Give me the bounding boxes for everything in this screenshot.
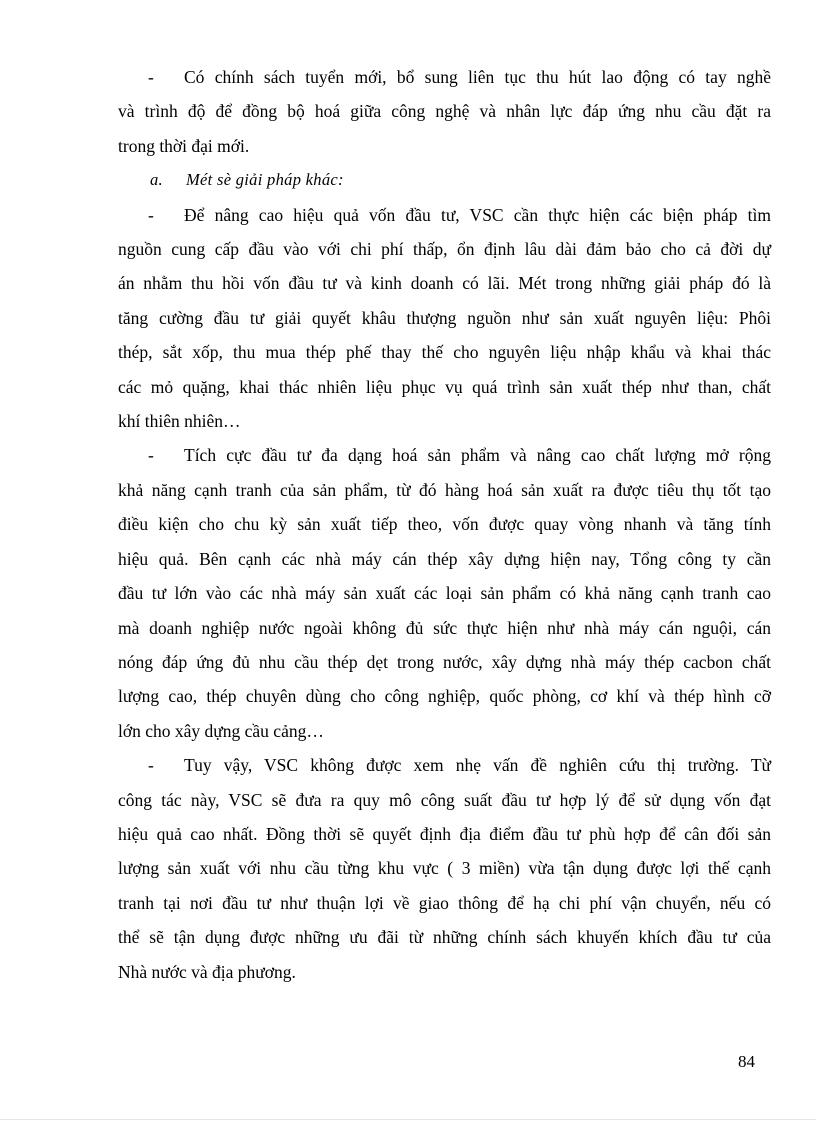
page-number: 84	[738, 1052, 755, 1071]
paragraph-line: và trình độ để đồng bộ hoá giữa công nghệ và nhân lực đáp ứng nhu cầu đặt ra	[118, 101, 771, 122]
bullet-paragraph-market-research	[118, 748, 771, 989]
paragraph-line: - Tuy vậy, VSC không được xem nhẹ vấn đề nghiên cứu thị trường. Từ	[118, 748, 771, 782]
paragraph-line: lượng sản xuất với nhu cầu từng khu vực ( 3 miền) vừa tận dụng được lợi thế cạnh	[118, 858, 771, 879]
heading-title: Mét sè giải pháp khác:	[186, 170, 344, 190]
paragraph-line: hiệu quả. Bên cạnh các nhà máy cán thép xây dựng hiện nay, Tổng công ty cần	[118, 548, 771, 569]
document-page	[118, 60, 771, 989]
bullet-dash: -	[148, 755, 154, 776]
paragraph-line: - Để nâng cao hiệu quả vốn đầu tư, VSC cần thực hiện các biện pháp tìm	[118, 198, 771, 232]
paragraph-line: đầu tư lớn vào các nhà máy sản xuất các loại sản phẩm có khả năng cạnh tranh cao	[118, 583, 771, 604]
paragraph-line: công tác này, VSC sẽ đưa ra quy mô công suất đầu tư hợp lý để sử dụng vốn đạt	[118, 789, 771, 810]
paragraph-line: khả năng cạnh tranh của sản phẩm, từ đó hàng hoá sản xuất ra được tiêu thụ tốt tạo	[118, 479, 771, 500]
paragraph-line: tranh tại nơi đầu tư như thuận lợi về giao thông để hạ chi phí vận chuyển, nếu có	[118, 892, 771, 913]
heading-letter: a.	[150, 170, 163, 190]
bullet-paragraph-workforce	[118, 60, 771, 163]
bullet-paragraph-capital-efficiency	[118, 198, 771, 439]
section-heading	[118, 163, 771, 197]
paragraph-line: - Có chính sách tuyển mới, bổ sung liên tục thu hút lao động có tay nghề	[118, 60, 771, 94]
bullet-dash: -	[148, 445, 154, 466]
bullet-dash: -	[148, 67, 154, 87]
paragraph-line: lượng cao, thép chuyên dùng cho công nghiệp, quốc phòng, cơ khí và thép hình cỡ	[118, 686, 771, 707]
paragraph-line: tăng cường đầu tư giải quyết khâu thượng nguồn như sản xuất nguyên liệu: Phôi	[118, 307, 771, 328]
paragraph-line: nguồn cung cấp đầu vào với chi phí thấp, ổn định lâu dài đảm bảo cho cả đời dự	[118, 239, 771, 260]
paragraph-line: Nhà nước và địa phương.	[118, 961, 296, 982]
paragraph-line: hiệu quả cao nhất. Đồng thời sẽ quyết định địa điểm đầu tư phù hợp để cân đối sản	[118, 823, 771, 844]
paragraph-line: thép, sắt xốp, thu mua thép phế thay thế cho nguyên liệu nhập khẩu và khai thác	[118, 342, 771, 363]
paragraph-line: khí thiên nhiên…	[118, 411, 241, 432]
paragraph-line: nóng đáp ứng đủ nhu cầu thép dẹt trong nước, xây dựng nhà máy thép cacbon chất	[118, 651, 771, 672]
paragraph-line: thể sẽ tận dụng được những ưu đãi từ những chính sách khuyến khích đầu tư của	[118, 927, 771, 948]
paragraph-line: - Tích cực đầu tư đa dạng hoá sản phẩm và nâng cao chất lượng mở rộng	[118, 438, 771, 472]
paragraph-line: điều kiện cho chu kỳ sản xuất tiếp theo, vốn được quay vòng nhanh và tăng tính	[118, 514, 771, 535]
paragraph-line: các mỏ quặng, khai thác nhiên liệu phục vụ quá trình sản xuất thép như than, chất	[118, 376, 771, 397]
paragraph-line: án nhằm thu hồi vốn đầu tư và kinh doanh có lãi. Mét trong những giải pháp đó là	[118, 273, 771, 294]
paragraph-line: lớn cho xây dựng cầu cảng…	[118, 720, 324, 741]
paragraph-line: mà doanh nghiệp nước ngoài không đủ sức thực hiện như nhà máy cán nguội, cán	[118, 617, 771, 638]
paragraph-line: trong thời đại mới.	[118, 135, 250, 156]
page-bottom-edge	[0, 1119, 816, 1120]
bullet-paragraph-diversification	[118, 438, 771, 748]
bullet-dash: -	[148, 204, 154, 225]
